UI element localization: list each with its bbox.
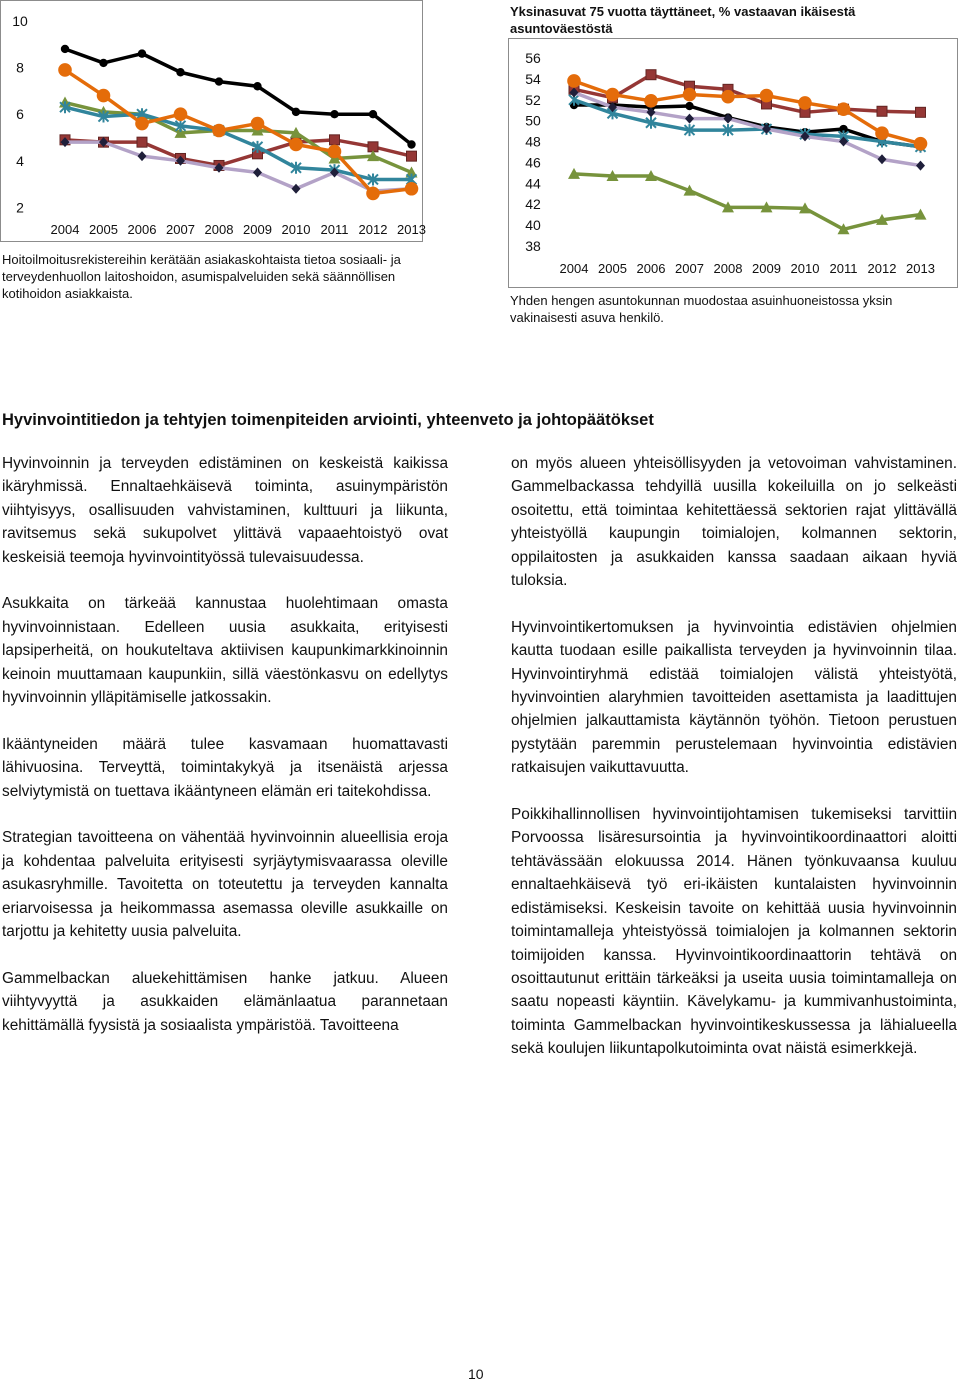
chart1-series-black-point	[407, 140, 415, 148]
chart2-xtick-2004: 2004	[559, 261, 589, 276]
chart2-series-orange-point	[837, 102, 851, 116]
chart2-ytick-52: 52	[525, 91, 541, 108]
chart2-xtick-2012: 2012	[867, 261, 897, 276]
chart1-series-black-point	[61, 45, 69, 53]
chart2-xtick-2013: 2013	[906, 261, 935, 276]
left-paragraph-3: Ikääntyneiden määrä tulee kasvamaan huomattavasti lähivuosina. Terveyttä, toimintakykyä ja itsenäistä arjessa selviytymistä on tuettava ikääntyneen elämän eri taitekohdissa.	[2, 735, 448, 800]
chart1-series-black-point	[215, 77, 223, 85]
chart1-series-black-point	[138, 49, 146, 57]
chart2-series-orange-point	[683, 88, 697, 102]
chart1-series-black-point	[99, 59, 107, 67]
right-paragraph-3: Poikkihallinnollisen hyvinvointijohtamisen tukemiseksi tarvittiin Porvoossa lisäresursointia ja hyvinvointikoordinaattori aloitti tehtävässään elokuussa 2014. Hänen työnkuvaansa kuuluu ennaltaehkäisevä työ eri-ikäisten kuntalaisten hyvinvoinnin edistämiseksi. Keskeisin tavoite on kehittää uusia hyvinvoinnin toimintamalleja yhteistyössä toimialojen ja kolmannen sektorin toimijoiden kanssa. Hyvinvointikoordinaattorin tehtävä on osoittautunut erittäin tärkeäksi ja useita uusia toimintamalleja on saatu nopeasti käyntiin. Kävelykamu- ja kummivanhustoiminta, toiminta Gammelbackan hyvinvointikeskussessa ja lähialueella sekä koulujen liikuntapolkutoiminta ovat näistä esimerkkejä.	[511, 806, 957, 1058]
chart2-xtick-2011: 2011	[829, 261, 858, 276]
chart1-caption: Hoitoilmoitusrekistereihin kerätään asiakaskohtaista tietoa sosiaali- ja terveydenhuollon laitoshoidon, asumispalveluiden sekä säännöllisen kotihoidon asiakkaista.	[2, 252, 401, 301]
chart1-series-orange-point	[289, 138, 303, 152]
chart2-xtick-2009: 2009	[752, 261, 781, 276]
chart2-title: Yksinasuvat 75 vuotta täyttäneet, % vastaavan ikäisestä asuntoväestöstä	[510, 4, 856, 36]
chart2-series-orange-point	[914, 137, 928, 151]
chart1-series-purple-point	[138, 151, 147, 161]
chart1-xtick-2013: 2013	[397, 222, 426, 237]
chart2-series-darkred-point	[646, 70, 656, 80]
chart2-xtick-2007: 2007	[675, 261, 704, 276]
chart1-series-orange-point	[251, 117, 265, 131]
right-paragraph-1: on myös alueen yhteisöllisyyden ja vetovoiman vahvistaminen. Gammelbackassa tehdyillä uusilla kokeiluilla on jo selkeästi osoitettu, että toimintaa kehitettäessä sektorien rajat ylittävällä yhteistyöllä kaupungin toimialojen, kolmannen sektorin, oppilaitosten ja asukkaiden kanssa saadaan aikaan hyviä tuloksia.	[511, 455, 957, 590]
chart2-ytick-54: 54	[525, 70, 541, 87]
left-paragraph-2: Asukkaita on tärkeää kannustaa huolehtimaan omasta hyvinvoinnistaan. Edelleen uusia asukkaita, erityisesti lapsiperheitä, on houkuteltava aktiivisen kaupunkimarkkinoinnin keinoin muuttamaan kaupunkiin, sillä väestönkasvu on edellytys hyvinvoinnin ylläpitämiselle jatkossakin.	[2, 595, 448, 707]
chart2-ytick-40: 40	[525, 217, 541, 234]
chart1-series-orange-point	[135, 117, 149, 131]
chart1-series-black	[61, 45, 416, 149]
chart2-xtick-2010: 2010	[790, 261, 820, 276]
right-paragraph-2: Hyvinvointikertomuksen ja hyvinvointia edistävien ohjelmien kautta tuodaan esille paikallista terveyden ja hyvinvoinnin tilaa. Hyvinvointiryhmä edistää toimialojen välistä yhteistyötä, hyvinvointien alaryhmien tavoitteiden asettamista ja laadittujen ohjelmien jalkauttamista käytännön työhön. Tietoon perustuen pystytään paremmin perustelemaan hyvinvointia edistävien ratkaisujen vaikuttavuutta.	[511, 618, 957, 777]
chart2-series-black-point	[685, 102, 693, 110]
chart2-series-orange-point	[798, 96, 812, 110]
chart2-series-orange-point	[760, 89, 774, 103]
chart2-series-purple-point	[685, 114, 694, 124]
chart1-series-black-point	[176, 68, 184, 76]
chart1-series-darkred-point	[407, 151, 417, 161]
chart2-caption: Yhden hengen asuntokunnan muodostaa asuinhuoneistossa yksin vakinaisesti asuva henkilö.	[510, 293, 893, 325]
chart1-series-darkred-point	[137, 137, 147, 147]
chart1-series-black-point	[292, 108, 300, 116]
chart1-series-purple-point	[292, 184, 301, 194]
chart1-xtick-2009: 2009	[243, 222, 272, 237]
chart1-svg	[1, 1, 426, 241]
chart1-ytick-4: 4	[16, 152, 24, 169]
left-column	[2, 452, 448, 1060]
chart2-series-green	[568, 168, 927, 234]
chart2-ytick-48: 48	[525, 133, 541, 150]
chart2-xtick-2005: 2005	[598, 261, 627, 276]
right-column	[511, 452, 957, 1084]
chart2-series-orange-point	[567, 74, 581, 88]
chart1-xtick-2004: 2004	[50, 222, 80, 237]
chart2-ytick-46: 46	[525, 154, 541, 171]
chart1-series-orange-point	[58, 63, 72, 77]
chart2-series-orange-point	[875, 126, 889, 140]
chart1-ytick-6: 6	[16, 106, 24, 123]
chart2-ytick-42: 42	[525, 196, 541, 213]
chart2-ytick-50: 50	[525, 112, 541, 129]
chart2-series-orange-point	[644, 94, 658, 108]
chart1-ytick-8: 8	[16, 59, 24, 76]
chart1-series-orange-point	[212, 124, 226, 138]
chart1-xtick-2010: 2010	[281, 222, 311, 237]
chart2-svg	[509, 39, 957, 287]
chart1-xtick-2011: 2011	[320, 222, 349, 237]
chart2-ytick-56: 56	[525, 50, 541, 66]
chart1-series-black-point	[253, 82, 261, 90]
chart2-xtick-2008: 2008	[713, 261, 743, 276]
line-chart-care-registers	[0, 0, 426, 242]
section-heading: Hyvinvointitiedon ja tehtyjen toimenpiteiden arviointi, yhteenveto ja johtopäätökset	[2, 411, 654, 429]
chart1-xtick-2005: 2005	[89, 222, 118, 237]
chart1-ytick-10: 10	[12, 13, 28, 29]
chart1-series-black-point	[369, 110, 377, 118]
chart1-series-darkred-point	[330, 135, 340, 145]
chart2-series-darkred-point	[916, 107, 926, 117]
chart1-series-orange-point	[97, 89, 111, 103]
chart1-series-orange-point	[366, 187, 380, 201]
left-paragraph-1: Hyvinvoinnin ja terveyden edistäminen on keskeistä kaikissa ikäryhmissä. Ennaltaehkäisevä toiminta, asuinympäristön viihtyisyys, osallisuuden vahvistaminen, kulttuuri ja liikunta, ravitsemus sekä sukupolvet ylittävä vapaaehtoistyö ovat keskeisiä teemoja hyvinvointityössä tulevaisuudessa.	[2, 455, 448, 566]
chart1-xtick-2007: 2007	[166, 222, 195, 237]
chart1-series-darkred-line	[65, 140, 412, 166]
chart1-xtick-2006: 2006	[127, 222, 157, 237]
chart1-ytick-2: 2	[16, 199, 24, 216]
chart2-series-green-line	[574, 174, 921, 229]
left-paragraph-5: Gammelbackan aluekehittämisen hanke jatkuu. Alueen viihtyvyyttä ja asukkaiden elämänlaatua parannetaan kehittämällä fyysistä ja sosiaalista ympäristöä. Tavoitteena	[2, 969, 448, 1034]
chart2-series-orange-point	[606, 88, 620, 102]
chart2-ytick-38: 38	[525, 238, 541, 254]
chart2-xtick-2006: 2006	[636, 261, 666, 276]
chart1-xtick-2008: 2008	[204, 222, 234, 237]
chart1-series-purple-line	[65, 142, 412, 191]
line-chart-living-alone-75plus	[508, 38, 958, 288]
chart1-series-purple-point	[253, 167, 262, 177]
chart1-xtick-2012: 2012	[358, 222, 388, 237]
chart1-series-orange-point	[405, 182, 419, 196]
chart2-series-purple-point	[916, 161, 925, 171]
chart2-series-darkred-point	[877, 106, 887, 116]
chart2-series-purple-point	[878, 154, 887, 164]
page-number: 10	[468, 1366, 484, 1382]
chart1-series-black-point	[330, 110, 338, 118]
chart1-series-orange-point	[328, 145, 342, 159]
chart2-ytick-44: 44	[525, 175, 541, 192]
chart1-series-orange-point	[174, 107, 188, 121]
left-paragraph-4: Strategian tavoitteena on vähentää hyvinvoinnin alueellisia eroja ja kohdentaa palveluita erityisesti syrjäytymisvaarassa oleville asukasryhmille. Tavoitetta on toteutettu ja terveyden kannalta eriarvoisessa ja heikommassa asemassa oleville asukkaille on tarjottu ja kehitetty uusia palveluita.	[2, 829, 448, 941]
chart2-series-orange-point	[721, 90, 735, 104]
